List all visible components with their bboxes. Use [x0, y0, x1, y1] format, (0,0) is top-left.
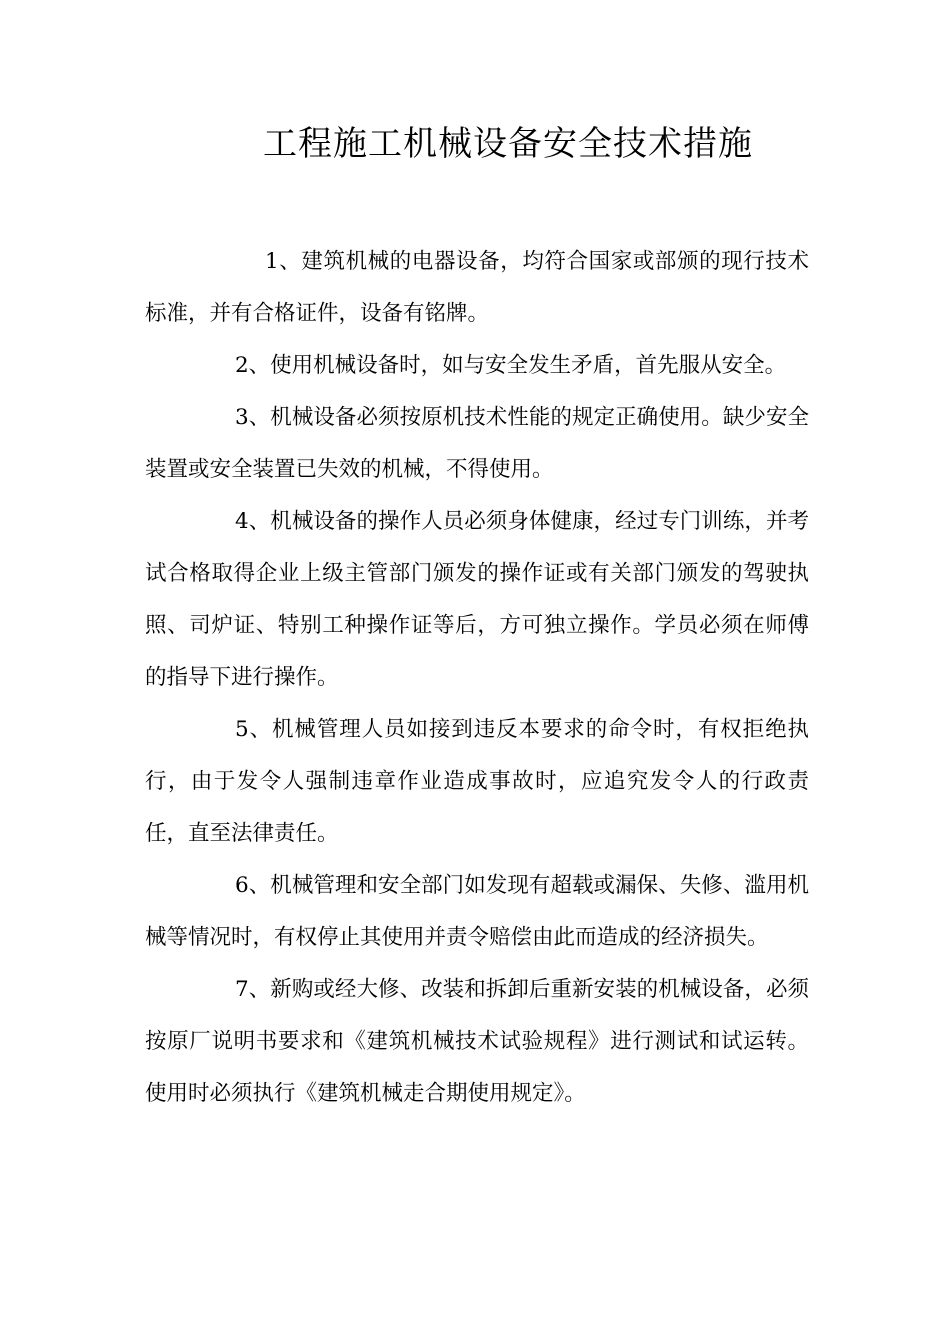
paragraph-7: 7、新购或经大修、改装和拆卸后重新安装的机械设备，必须按原厂说明书要求和《建筑机械技术试验规程》进行测试和试运转。使用时必须执行《建筑机械走合期使用规定》。: [145, 977, 809, 1106]
document-body: [145, 236, 809, 1120]
paragraph-4: 4、机械设备的操作人员必须身体健康，经过专门训练，并考试合格取得企业上级主管部门颁发的操作证或有关部门颁发的驾驶执照、司炉证、特别工种操作证等后，方可独立操作。学员必须在师傅的指导下进行操作。: [145, 509, 809, 690]
paragraph-3: 3、机械设备必须按原机技术性能的规定正确使用。缺少安全装置或安全装置已失效的机械，不得使用。: [145, 405, 809, 482]
paragraph-5: 5、机械管理人员如接到违反本要求的命令时，有权拒绝执行，由于发令人强制违章作业造成事故时，应追究发令人的行政责任，直至法律责任。: [145, 717, 809, 846]
document-title: 工程施工机械设备安全技术措施: [263, 124, 753, 164]
paragraph-2: 2、使用机械设备时，如与安全发生矛盾，首先服从安全。: [235, 353, 787, 378]
paragraph-6: 6、机械管理和安全部门如发现有超载或漏保、失修、滥用机械等情况时，有权停止其使用并责令赔偿由此而造成的经济损失。: [145, 873, 809, 950]
paragraph-1: 1、建筑机械的电器设备，均符合国家或部颁的现行技术标准，并有合格证件，设备有铭牌。: [145, 249, 809, 326]
